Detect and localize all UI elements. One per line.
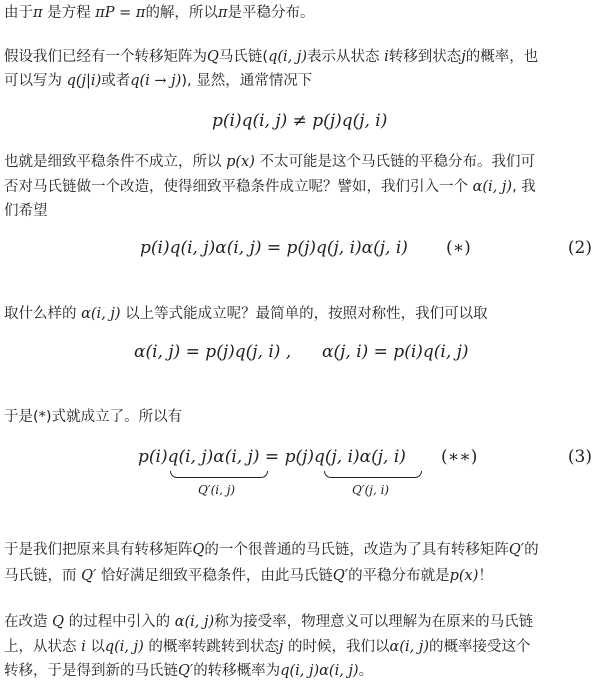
math-px: p(x): [226, 154, 255, 170]
paragraph-acceptance-line1: [4, 612, 533, 632]
text: 假设我们已经有一个转移矩阵为: [4, 49, 207, 65]
paragraph-assumption-line1: [4, 47, 538, 67]
text: 由于: [4, 5, 33, 21]
paragraph-not-hold-line2: [4, 177, 536, 197]
paragraph-acceptance-line3: [4, 661, 373, 681]
paragraph-not-hold-line3: 们希望: [4, 203, 48, 219]
math-alpha: α(i, j): [389, 639, 429, 655]
text: 否对马氏链做一个改造，使得细致平稳条件成立呢？譬如，我们引入一个: [4, 179, 473, 195]
math-Q: Q: [52, 614, 64, 630]
text: 的解，所以: [145, 5, 218, 21]
math-pi: π: [33, 5, 43, 21]
math-qji: q(j|i): [66, 73, 102, 89]
math-braced-block-2: q(j, i)α(j, i): [314, 447, 406, 467]
text: 以上等式能成立呢？最简单的，按照对称性，我们可以取: [120, 306, 488, 322]
math-px: p(x): [449, 568, 479, 584]
math-qij: q(i, j): [104, 639, 144, 655]
text: 的转移概率为: [193, 663, 281, 679]
paragraph-acceptance-line2: [4, 637, 531, 657]
math-Q-prime: Q′: [81, 568, 97, 584]
text: 称为接受率，物理意义可以理解为在原来的马氏链: [214, 614, 534, 630]
text: 的时候，我们以: [283, 639, 390, 655]
math-Q: Q: [207, 49, 219, 65]
paragraph-choose-alpha: [4, 304, 488, 324]
text: 的概率转跳转到状态: [143, 639, 279, 655]
math-Q-prime: Q′: [332, 568, 349, 584]
text: 以: [85, 639, 105, 655]
text: 在改造: [4, 614, 53, 630]
text: 是方程: [42, 5, 96, 21]
equation-2-body: p(i)q(i, j)α(i, j) = p(j)q(j, i)α(j, i): [140, 238, 408, 258]
equation-3-body: [138, 447, 406, 467]
text: 是平稳分布。: [227, 5, 315, 21]
text: 恰好满足细致平稳条件，由此马氏链: [96, 568, 333, 584]
paragraph-assumption-line2: [4, 71, 312, 91]
equation-choice-right: α(j, i) = p(i)q(i, j): [322, 342, 469, 362]
math-qij: q(i, j): [268, 49, 308, 65]
text: 取什么样的: [4, 306, 82, 322]
equation-inequality: p(i)q(i, j) ≠ p(j)q(j, i): [212, 111, 388, 131]
text: 的一个很普通的马氏链，改造为了具有转移矩阵: [204, 542, 509, 558]
math-Q-prime: Q′: [178, 663, 194, 679]
text: 马氏链(: [218, 49, 269, 65]
text: 转移到状态: [388, 49, 462, 65]
math-product: q(i, j)α(i, j): [280, 663, 359, 679]
text: 可以写为: [4, 73, 67, 89]
math-j: j: [461, 49, 466, 65]
text: 的概率，也: [465, 49, 539, 65]
equation-3-number: (3): [567, 447, 592, 467]
math-Q: Q: [192, 542, 205, 558]
math-pi: π: [217, 5, 228, 21]
equation-2-number: (2): [567, 238, 592, 258]
underbrace-1: [170, 471, 268, 478]
text: 上，从状态: [4, 639, 82, 655]
math-Q-prime: Q′: [508, 542, 525, 558]
text: 表示从状态: [307, 49, 385, 65]
text: , 我: [512, 179, 536, 195]
text: 转移，于是得到新的马氏链: [4, 663, 178, 679]
math-q-arrow: q(i → j): [130, 73, 182, 89]
text: 也就是细致平稳条件不成立，所以: [4, 154, 227, 170]
text: ！: [478, 568, 493, 584]
text: 马氏链，而: [4, 568, 82, 584]
equation-3-tag: (∗∗): [441, 447, 478, 467]
underbrace-label-2: Q′(j, i): [352, 483, 390, 497]
text: 。: [358, 663, 374, 679]
underbrace-2: [324, 471, 422, 478]
paragraph-star-holds: 于是(*)式就成立了。所以有: [4, 409, 183, 425]
math-i: i: [384, 49, 389, 65]
math-i: i: [81, 639, 86, 655]
text: ), 显然，通常情况下: [181, 73, 313, 89]
math-alpha: α(i, j): [472, 179, 513, 195]
paragraph-stationary: [4, 3, 314, 23]
text: 的过程中引入的: [64, 614, 175, 630]
underbrace-label-1: Q′(i, j): [198, 483, 236, 497]
equation-2-tag: (∗): [446, 238, 471, 258]
text: 不太可能是这个马氏链的平稳分布。我们可: [254, 154, 535, 170]
text: 或者: [101, 73, 131, 89]
math-alpha: α(i, j): [81, 306, 121, 322]
text: 于是我们把原来具有转移矩阵: [4, 542, 193, 558]
paragraph-modified-chain-line1: [4, 540, 539, 560]
math-middle: = p(j): [259, 447, 315, 467]
math-equation: πP = π: [95, 5, 146, 21]
text: 的: [524, 542, 539, 558]
text: 的平稳分布就是: [348, 568, 450, 584]
paragraph-not-hold-line1: [4, 152, 535, 172]
paragraph-modified-chain-line2: [4, 566, 493, 586]
math-j: j: [278, 639, 284, 655]
math-braced-block-1: q(i, j)α(i, j): [167, 447, 260, 467]
math-alpha: α(i, j): [174, 614, 215, 630]
text: 的概率接受这个: [429, 639, 531, 655]
equation-choice-left: α(i, j) = p(j)q(j, i) ,: [134, 342, 292, 362]
math-pi-term: p(i): [138, 447, 168, 467]
